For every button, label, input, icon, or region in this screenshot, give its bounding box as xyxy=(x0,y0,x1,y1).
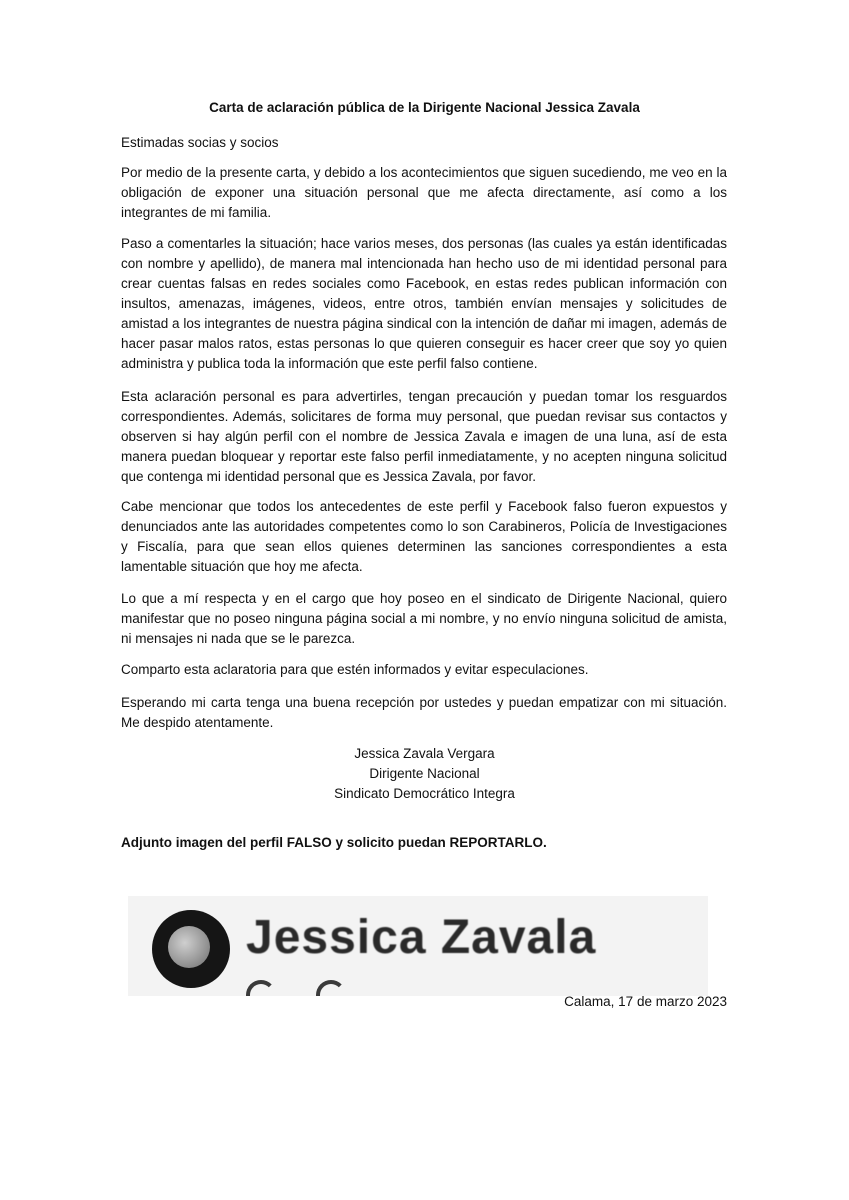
paragraph-1: Por medio de la presente carta, y debido a los acontecimientos que siguen sucediendo, me veo en la obligación de exponer una situación personal que me afecta directamente, así como a los integrantes de mi familia. xyxy=(121,165,727,220)
attachment-note: Adjunto imagen del perfil FALSO y solicito puedan REPORTARLO. xyxy=(121,835,547,850)
paragraph-7: Esperando mi carta tenga una buena recepción por ustedes y puedan empatizar con mi situación. Me despido atentamente. xyxy=(121,695,727,730)
signature-name: Jessica Zavala Vergara xyxy=(354,746,495,761)
profile-avatar xyxy=(152,910,230,988)
fake-profile-screenshot xyxy=(128,896,708,996)
greeting: Estimadas socias y socios xyxy=(121,135,279,150)
profile-subtext-cropped xyxy=(246,980,376,996)
signature-block xyxy=(0,744,849,804)
paragraph-3: Esta aclaración personal es para advertirles, tengan precaución y puedan tomar los resguardos correspondientes. Además, solicitares de forma muy personal, que puedan revisar sus contactos y observen si hay algún perfil con el nombre de Jessica Zavala e imagen de una luna, así de esta manera puedan bloquear y reportar este falso perfil inmediatamente, y no acepten ninguna solicitud que contenga mi identidad personal que es Jessica Zavala, por favor. xyxy=(121,389,727,484)
paragraph-4: Cabe mencionar que todos los antecedentes de este perfil y Facebook falso fueron expuestos y denunciados ante las autoridades competentes como lo son Carabineros, Policía de Investigaciones y Fiscalía, para que sean ellos quienes determinen las sanciones correspondientes a esta lamentable situación que hoy me afecta. xyxy=(121,499,727,574)
paragraph-2: Paso a comentarles la situación; hace varios meses, dos personas (las cuales ya están identificadas con nombre y apellido), de manera mal intencionada han hecho uso de mi identidad personal para crear cuentas falsas en redes sociales como Facebook, en estas redes publican información con insultos, amenazas, imágenes, videos, entre otros, también envían mensajes y solicitudes de amistad a los integrantes de nuestra página sindical con la intención de dañar mi imagen, además de hacer pasar malos ratos, estas personas lo que quieren conseguir es hacer creer que soy yo quien administra y publica toda la información que este perfil falso contiene. xyxy=(121,236,727,371)
signature-role: Dirigente Nacional xyxy=(369,766,480,781)
paragraph-5: Lo que a mí respecta y en el cargo que hoy poseo en el sindicato de Dirigente Nacional, quiero manifestar que no poseo ninguna página social a mi nombre, y no envío ninguna solicitud de amista, ni mensajes ni nada que se le parezca. xyxy=(121,591,727,646)
moon-icon xyxy=(168,926,210,968)
letter-date: Calama, 17 de marzo 2023 xyxy=(564,994,727,1009)
paragraph-6: Comparto esta aclaratoria para que estén informados y evitar especulaciones. xyxy=(121,662,589,677)
profile-name: Jessica Zavala xyxy=(246,911,597,964)
letter-title: Carta de aclaración pública de la Dirigente Nacional Jessica Zavala xyxy=(209,100,640,115)
signature-organization: Sindicato Democrático Integra xyxy=(334,786,515,801)
